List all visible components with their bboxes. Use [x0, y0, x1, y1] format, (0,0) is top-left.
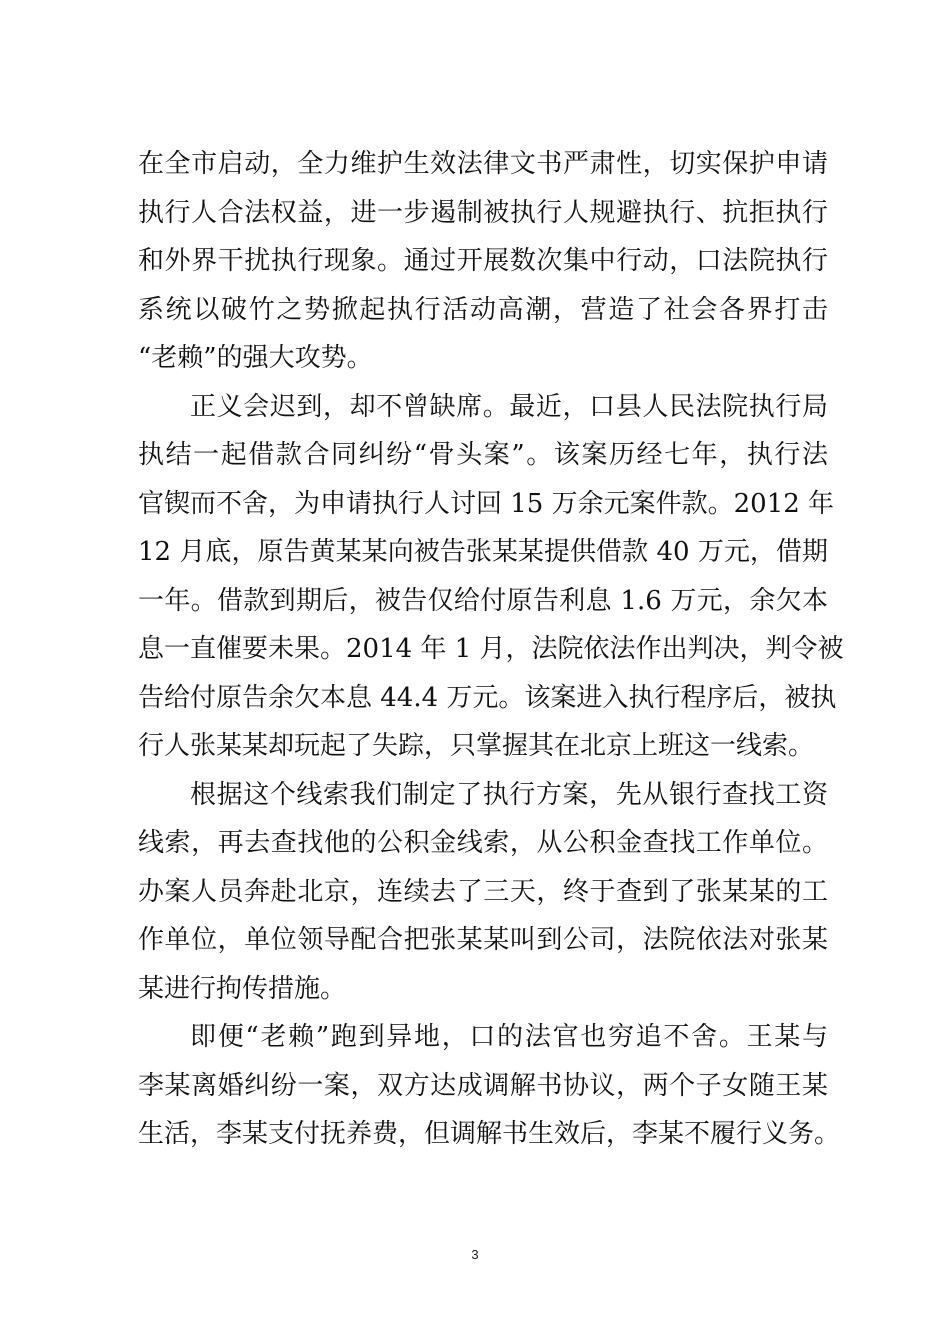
text-line: 息一直催要未果。2014 年 1 月，法院依法作出判决，判令被: [138, 634, 844, 664]
paragraph-3: [138, 771, 828, 1014]
text-line: 根据这个线索我们制定了执行方案，先从银行查找工资: [190, 779, 828, 810]
text-line: 告给付原告余欠本息 44.4 万元。该案进入执行程序后，被执: [138, 682, 837, 713]
text-line: 系统以破竹之势掀起执行活动高潮，营造了社会各界打击: [138, 294, 828, 325]
body-text: [138, 140, 844, 1159]
text-line: 行人张某某却玩起了失踪，只掌握其在北京上班这一线索。: [138, 731, 815, 761]
text-line: 执行人合法权益，进一步遏制被执行人规避执行、抗拒执行: [138, 197, 828, 228]
text-line: 官锲而不舍，为申请执行人讨回 15 万余元案件款。2012 年: [138, 488, 835, 519]
text-line: 生活，李某支付抚养费，但调解书生效后，李某不履行义务。: [138, 1119, 841, 1149]
text-line: 作单位，单位领导配合把张某某叫到公司，法院依法对张某: [138, 925, 828, 955]
text-line: 在全市启动，全力维护生效法律文书严肃性，切实保护申请: [138, 149, 828, 179]
text-line: 即便“老赖”跑到异地，口的法官也穷追不舍。王某与: [190, 1022, 828, 1052]
text-line: 一年。借款到期后，被告仅给付原告利息 1.6 万元，余欠本: [138, 585, 828, 616]
page-number: 3: [471, 1247, 479, 1262]
text-line: 某进行拘传措施。: [138, 973, 347, 1004]
text-line: 线索，再去查找他的公积金线索，从公积金查找工作单位。: [138, 828, 828, 858]
text-line: 执结一起借款合同纠纷“骨头案”。该案历经七年，执行法: [138, 440, 828, 470]
text-line: 办案人员奔赴北京，连续去了三天，终于查到了张某某的工: [138, 876, 828, 907]
text-line: 12 月底，原告黄某某向被告张某某提供借款 40 万元，借期: [138, 537, 828, 567]
text-line: “老赖”的强大攻势。: [138, 343, 373, 373]
text-line: 正义会迟到，却不曾缺席。最近，口县人民法院执行局: [190, 391, 828, 422]
paragraph-1: [138, 140, 828, 383]
text-line: 李某离婚纠纷一案，双方达成调解书协议，两个子女随王某: [138, 1070, 828, 1101]
paragraph-2: [138, 383, 844, 771]
paragraph-4: [138, 1013, 841, 1159]
text-line: 和外界干扰执行现象。通过开展数次集中行动，口法院执行: [138, 246, 828, 276]
